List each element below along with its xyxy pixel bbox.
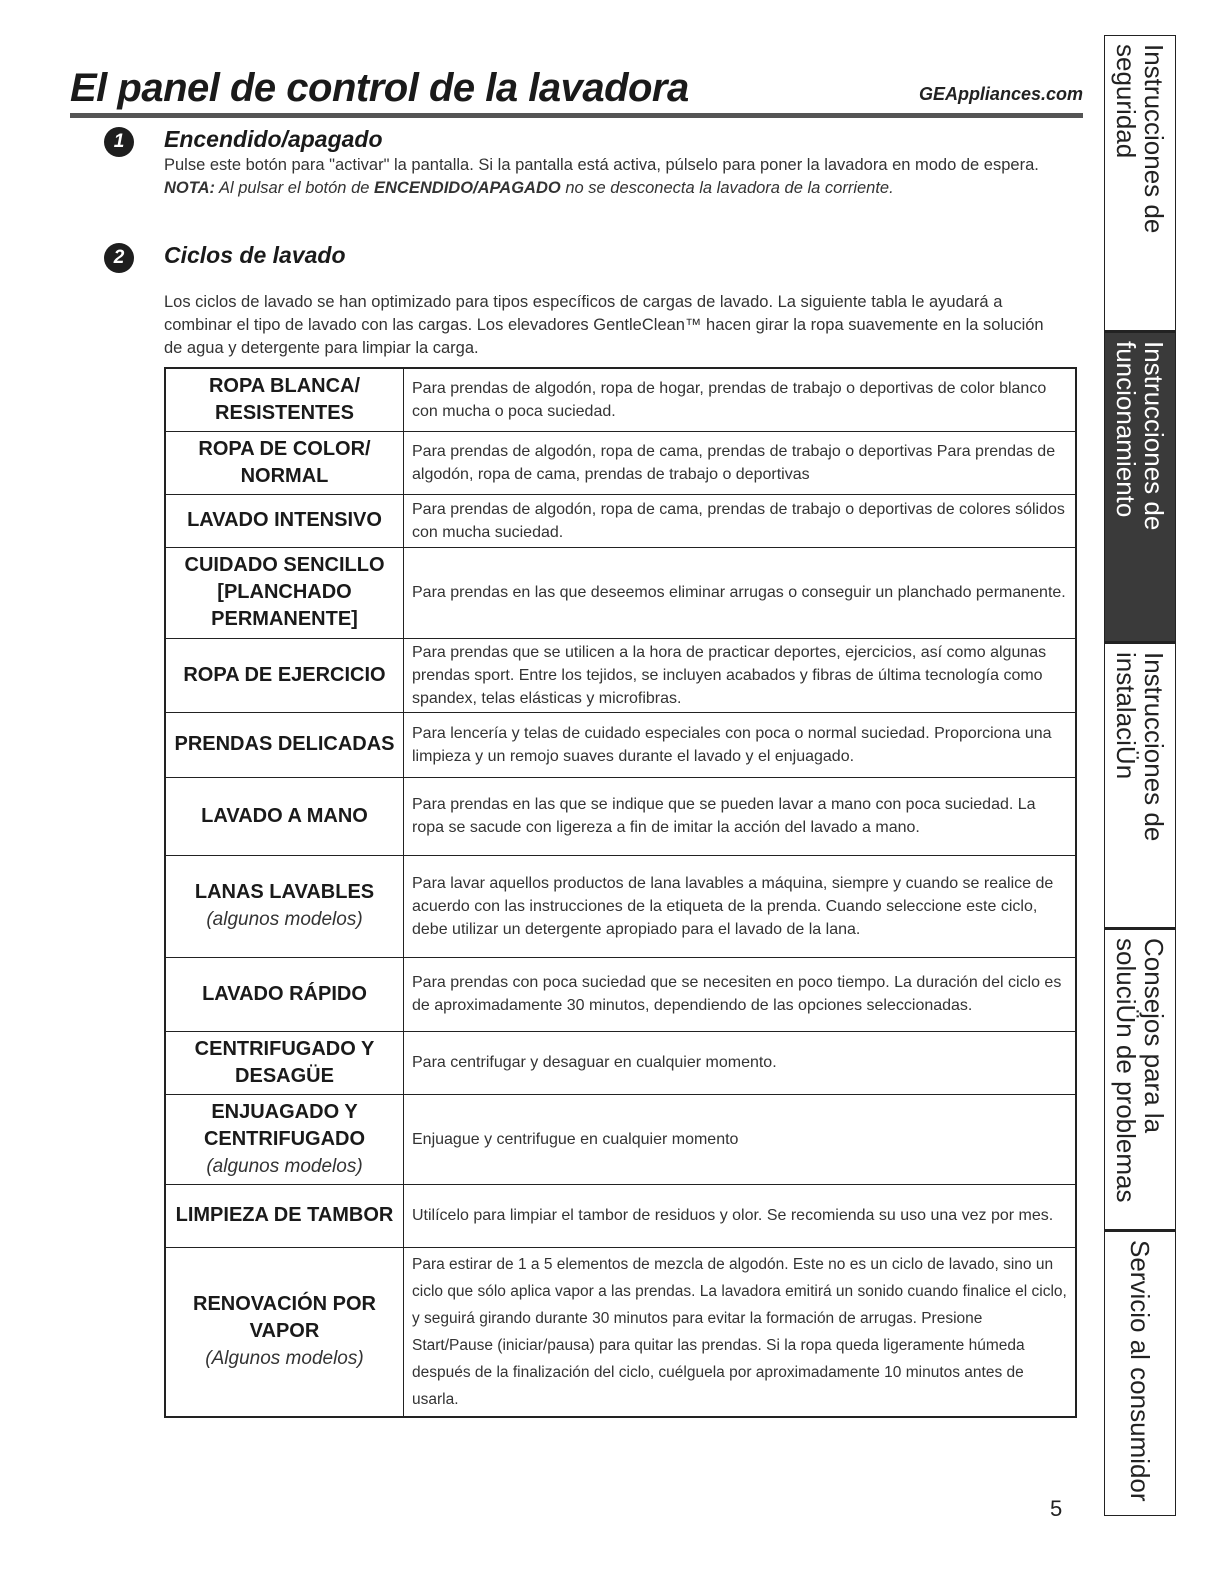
tab-instrucciones-funcionamiento[interactable] [1105,333,1175,644]
table-row [165,494,1076,547]
note-text-strong: ENCENDIDO/APAGADO [374,179,561,197]
cycle-description: Para prendas con poca suciedad que se necesiten en poco tiempo. La duración del ciclo es de aproximadamente 30 minutos, dependiendo de las opciones seleccionadas. [404,957,1077,1031]
table-row [165,547,1076,638]
cycle-description: Para prendas que se utilicen a la hora de practicar deportes, ejercicios, así como algunas prendas sport. Entre los tejidos, se incluyen acabados y fibras de última tecnología como spandex, telas elásticas y microfibras. [404,638,1077,712]
cycle-availability-note: (Algunos modelos) [205,1348,364,1370]
cycle-name: ROPA BLANCA/ RESISTENTES [165,368,404,431]
table-row [165,1247,1076,1417]
cycle-name: LAVADO INTENSIVO [165,494,404,547]
section-body-text: Pulse este botón para "activar" la pantalla. Si la pantalla está activa, púlselo para poner la lavadora en modo de espera. [164,156,1039,174]
cycle-name: ROPA DE EJERCICIO [165,638,404,712]
note-text-post: no se desconecta la lavadora de la corriente. [560,179,894,197]
cycle-name: CENTRIFUGADO Y DESAGÜE [165,1031,404,1094]
wash-cycles-table [164,367,1077,1418]
note-label: NOTA: [164,179,216,197]
cycle-availability-note: (algunos modelos) [206,1155,363,1177]
section-heading: Ciclos de lavado [164,242,346,268]
section-intro: Los ciclos de lavado se han optimizado para tipos específicos de cargas de lavado. La siguiente tabla le ayudará a combinar el tipo de lavado con las cargas. Los elevadores GentleClean™ hacen girar la ropa suavemente en la solución de agua y detergente para limpiar la carga. [164,293,1044,357]
cycle-description: Utilícelo para limpiar el tambor de residuos y olor. Se recomienda su uso una vez por mes. [404,1184,1077,1247]
table-row [165,1094,1076,1184]
cycle-name: LIMPIEZA DE TAMBOR [165,1184,404,1247]
table-row [165,368,1076,431]
cycle-name: PRENDAS DELICADAS [165,712,404,777]
page-title: El panel de control de la lavadora [70,66,689,110]
section-number-badge: 1 [104,127,134,157]
header-divider [70,113,1083,118]
cycle-availability-note: (algunos modelos) [206,909,363,930]
table-row [165,855,1076,957]
cycle-description: Enjuague y centrifugue en cualquier momento [404,1094,1077,1184]
table-row [165,712,1076,777]
cycle-description: Para prendas de algodón, ropa de cama, prendas de trabajo o deportivas Para prendas de algodón, ropa de cama, prendas de trabajo o deportivas [404,431,1077,494]
tab-instrucciones-seguridad[interactable] [1105,36,1175,333]
website-url: GEAppliances.com [918,84,1083,104]
tab-label: Consejos para la soluciÜn de problemas [1111,938,1169,1203]
section-note [164,177,1084,200]
table-row [165,638,1076,712]
side-navigation-tabs [1104,35,1176,1516]
cycle-description: Para prendas de algodón, ropa de cama, prendas de trabajo o deportivas de colores sólidos con mucha suciedad. [404,494,1077,547]
section-number-badge: 2 [104,243,134,273]
note-text-pre: Al pulsar el botón de [215,179,375,197]
cycle-description: Para prendas en las que deseemos eliminar arrugas o conseguir un planchado permanente. [404,547,1077,638]
tab-label: Servicio al consumidor [1125,1240,1155,1502]
table-row [165,957,1076,1031]
tab-label: Instrucciones de seguridad [1111,44,1169,234]
cycle-description: Para centrifugar y desaguar en cualquier momento. [404,1031,1077,1094]
tab-label: Instrucciones de instalaciÜn [1111,652,1169,842]
table-row [165,1031,1076,1094]
cycle-name: CUIDADO SENCILLO [PLANCHADO PERMANENTE] [165,547,404,638]
section-heading: Encendido/apagado [164,126,383,152]
page-number: 5 [1050,1496,1063,1521]
cycle-name: LAVADO A MANO [165,777,404,855]
table-row [165,777,1076,855]
section-body [164,154,1084,200]
cycle-name: ROPA DE COLOR/ NORMAL [165,431,404,494]
cycle-name: LAVADO RÁPIDO [165,957,404,1031]
tab-consejos-problemas[interactable] [1105,930,1175,1232]
table-row [165,1184,1076,1247]
tab-servicio-consumidor[interactable] [1105,1232,1175,1515]
cycle-description: Para prendas de algodón, ropa de hogar, prendas de trabajo o deportivas de color blanco con mucha o poca suciedad. [404,368,1077,431]
cycle-description: Para lencería y telas de cuidado especiales con poca o normal suciedad. Proporciona una limpieza y un remojo suaves durante el lavado y el enjuagado. [404,712,1077,777]
tab-label: Instrucciones de funcionamiento [1111,341,1169,531]
cycle-description: Para prendas en las que se indique que se pueden lavar a mano con poca suciedad. La ropa se sacude con ligereza a fin de imitar la acción del lavado a mano. [404,777,1077,855]
tab-instrucciones-instalacion[interactable] [1105,644,1175,930]
cycle-name: LANAS LAVABLES (algunos modelos) [165,855,404,957]
cycle-name: ENJUAGADO Y CENTRIFUGADO (algunos modelos) [165,1094,404,1184]
cycle-name: RENOVACIÓN POR VAPOR (Algunos modelos) [165,1247,404,1417]
table-row [165,431,1076,494]
cycle-description: Para lavar aquellos productos de lana lavables a máquina, siempre y cuando se realice de acuerdo con las instrucciones de la etiqueta de la prenda. Cuando seleccione este ciclo, debe utilizar un detergente apropiado para el lavado de la lana. [404,855,1077,957]
cycle-description: Para estirar de 1 a 5 elementos de mezcla de algodón. Este no es un ciclo de lavado, sino un ciclo que sólo aplica vapor a las prendas. La lavadora emitirá un sonido cuando finalice el ciclo, y seguirá girando durante 30 minutos para evitar la formación de arrugas. Presione Start/Pause (iniciar/pausa) para quitar las prendas. Si la ropa queda ligeramente húmeda después de la finalización del ciclo, cuélguela por aproximadamente 10 minutos antes de usarla. [404,1247,1077,1417]
